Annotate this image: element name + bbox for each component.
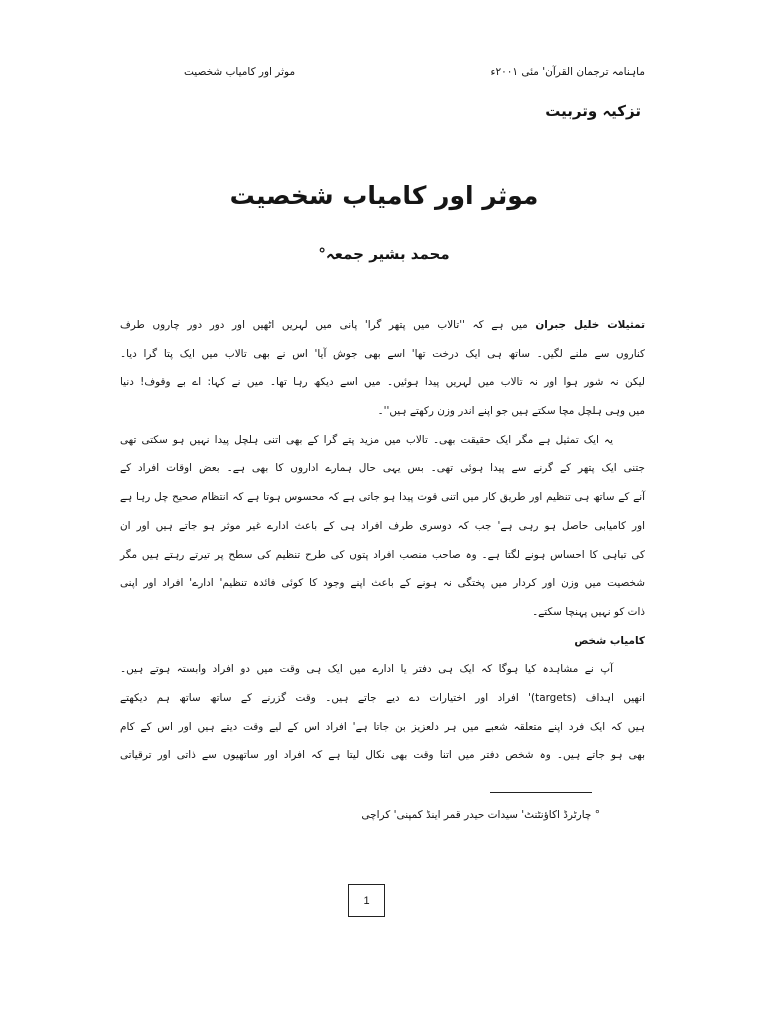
article-author: محمد بشیر جمعہ° <box>318 245 450 263</box>
section-label: تزکیہ وتربیت <box>545 102 641 120</box>
subsection-heading: کامیاب شخص <box>574 634 645 647</box>
paragraph-line: کی تباہی کا احساس ہونے لگتا ہے۔ وہ صاحب منصب افراد پتوں کی طرح تنظیم کی سطح پر تیرتے رہتے ہیں مگر <box>120 548 645 561</box>
footnote: ° چارٹرڈ اکاؤنٹنٹ' سیدات حیدر قمر اینڈ کمپنی' کراچی <box>361 809 600 821</box>
running-title: موثر اور کامیاب شخصیت <box>184 66 296 78</box>
article-title: موثر اور کامیاب شخصیت <box>229 181 539 210</box>
paragraph-line: اور کامیابی حاصل ہو رہی ہے' جب کہ دوسری طرف افراد ہی کے باعث ادارے غیر موثر ہو جاتے ہیں اور ان <box>120 519 645 532</box>
paragraph-line: انھیں اہداف (targets)' افراد اور اختیارات دے دیے جاتے ہیں۔ وقت گزرنے کے ساتھ ساتھ ہم دیکھتے <box>120 691 645 704</box>
paragraph-line: آنے کے ساتھ ہی تنظیم اور طریق کار میں اتنی قوت پیدا ہو جاتی ہے کہ محسوس ہوتا ہے کہ انتظام صحیح چل رہا ہے <box>120 491 645 504</box>
paragraph-line: یہ ایک تمثیل ہے مگر ایک حقیقت بھی۔ تالاب میں مزید پتے گرا کے بھی اتنی ہلچل پیدا نہیں ہو سکتی تھی <box>120 433 613 446</box>
paragraph-line: آپ نے مشاہدہ کیا ہوگا کہ ایک ہی دفتر یا ادارے میں ایک ہی وقت میں دو افراد وابستہ ہوتے ہیں۔ <box>120 663 613 676</box>
paragraph-line: لیکن نہ شور ہوا اور نہ تالاب میں لہریں پیدا ہوئیں۔ میں اسے دیکھ رہا تھا۔ میں نے کہا: اے بے وقوف! دنیا <box>120 376 645 389</box>
paragraph <box>120 311 645 426</box>
paragraph-line <box>120 311 645 340</box>
paragraph-line-text: میں ہے کہ ''تالاب میں پتھر گرا' پانی میں لہریں اٹھیں اور دور دور چاروں طرف <box>120 319 528 331</box>
paragraph <box>120 655 645 770</box>
running-header <box>184 64 645 80</box>
paragraph-line: شخصیت میں وزن اور کردار میں پختگی نہ ہونے کے باعث اپنے وجود کا کوئی فائدہ تنظیم' ادارے' افراد اور اپنی <box>120 577 645 590</box>
quoted-source: تمثیلات خلیل جبران <box>535 319 645 331</box>
paragraph-line: کناروں سے ملنے لگیں۔ ساتھ ہی ایک درخت تھا' اسے بھی جوش آیا' اس نے بھی تالاب میں ایک پتا گرا دیا۔ <box>120 347 645 360</box>
paragraph-line: میں وہی ہلچل مچا سکتے ہیں جو اپنے اندر وزن رکھتے ہیں''۔ <box>377 405 645 418</box>
article-body <box>120 311 645 770</box>
publication-name: ماہنامہ ترجمان القرآن' مئی ۲۰۰۱ء <box>490 66 645 78</box>
footnote-divider <box>490 792 592 793</box>
page-number: 1 <box>348 884 385 917</box>
paragraph-line: ہیں کہ ایک فرد اپنے متعلقہ شعبے میں ہر دلعزیز بن جاتا ہے' افراد اس کے لیے وقت دیتے ہیں اور اس کے کام <box>120 720 645 733</box>
paragraph <box>120 426 645 627</box>
paragraph-line: بھی ہو جاتے ہیں۔ وہ شخص دفتر میں اتنا وقت بھی نکال لیتا ہے کہ افراد اور ساتھیوں سے ذاتی اور ترقیاتی <box>120 749 645 762</box>
paragraph-line: جتنی ایک پتھر کے گرنے سے پیدا ہوئی تھی۔ بس یہی حال ہمارے اداروں کا بھی ہے۔ بعض اوقات افراد کے <box>120 462 645 475</box>
paragraph-line: ذات کو نہیں پہنچا سکتے۔ <box>532 605 645 618</box>
